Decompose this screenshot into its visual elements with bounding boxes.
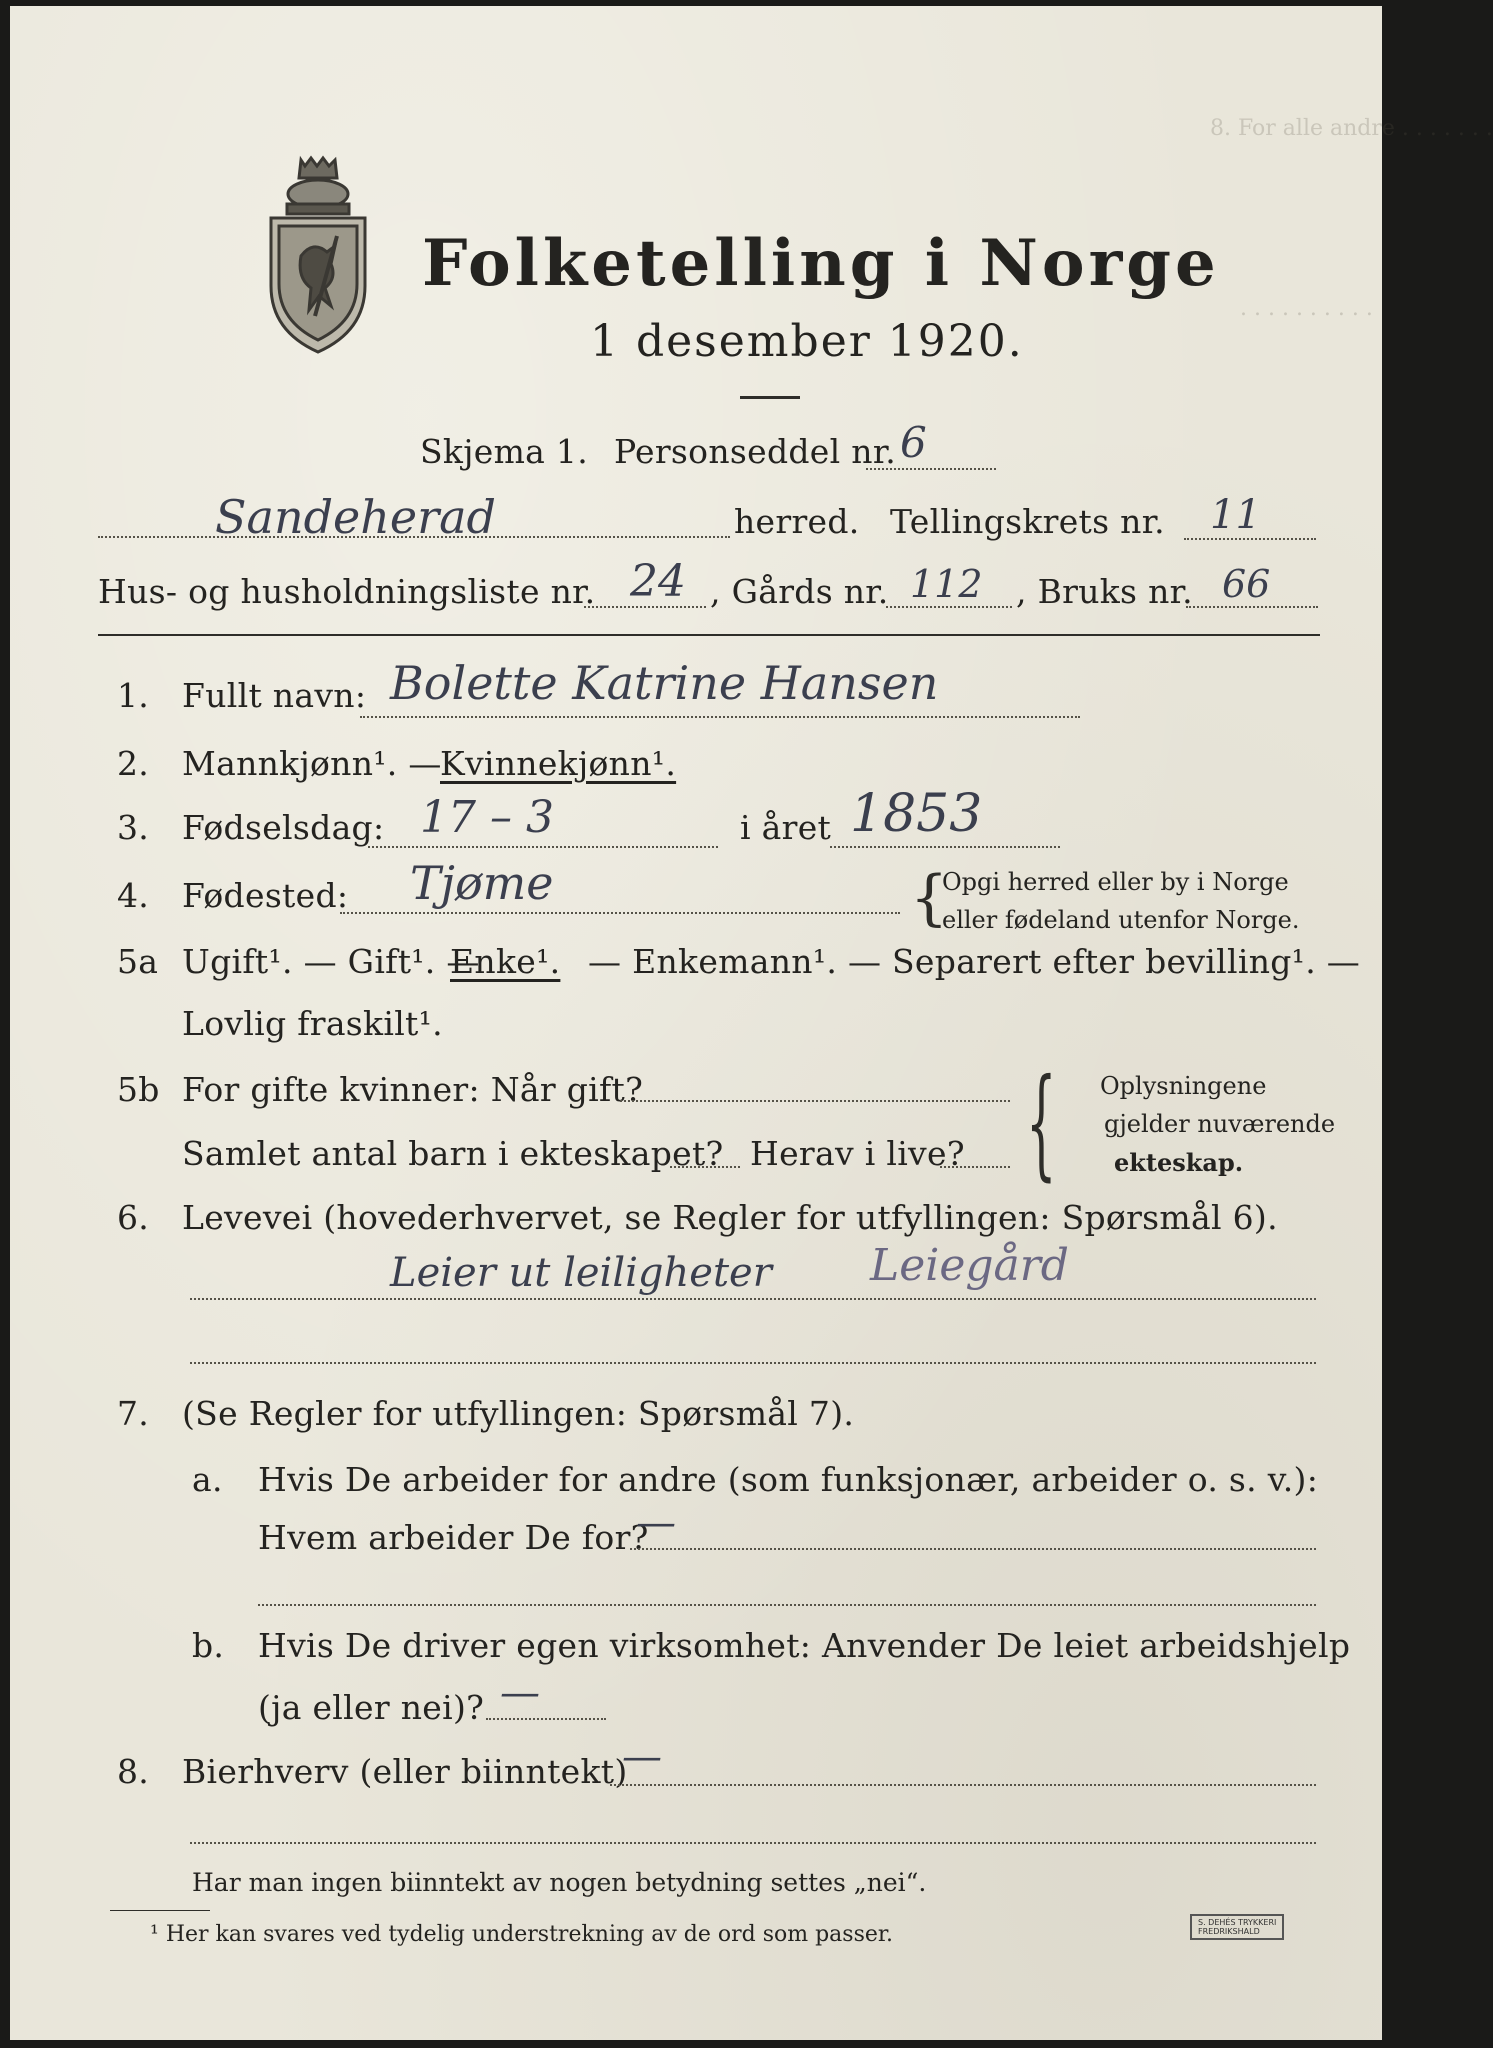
q5b-note-1: Oplysningene — [1100, 1072, 1267, 1100]
dotted-line — [584, 606, 706, 608]
q6-label: Levevei (hovederhvervet, se Regler for utfyllingen: Spørsmål 6). — [182, 1198, 1278, 1237]
dotted-line — [486, 1718, 606, 1720]
coat-of-arms-icon — [265, 156, 370, 356]
q7a-question: Hvem arbeider De for? — [258, 1518, 649, 1557]
dotted-line — [98, 536, 730, 538]
q4-note-2: eller fødeland utenfor Norge. — [942, 906, 1300, 934]
municipality-value: Sandeherad — [215, 490, 496, 544]
dotted-line — [940, 1166, 1010, 1168]
q3-birth-year: 1853 — [850, 784, 983, 844]
dotted-line — [1184, 538, 1316, 540]
schema-label: Skjema 1. — [420, 432, 589, 471]
q1-label: Fullt navn: — [182, 676, 367, 715]
dotted-line — [1186, 606, 1318, 608]
q4-label: Fødested: — [182, 876, 349, 915]
dotted-line — [258, 1604, 1316, 1606]
q8-answer: — — [622, 1734, 662, 1780]
dotted-line — [368, 846, 718, 848]
dotted-line — [340, 912, 900, 914]
q5b-note-3: ekteskap. — [1114, 1148, 1244, 1177]
q4-number: 4. — [117, 876, 150, 915]
census-form — [10, 6, 1493, 2040]
q7b-letter: b. — [192, 1626, 225, 1665]
dotted-line — [866, 468, 996, 470]
dotted-line — [670, 1166, 740, 1168]
q2-male-option: Mannkjønn¹. — — [182, 744, 442, 783]
q5a-number: 5a — [117, 942, 159, 981]
dotted-line — [610, 1784, 1316, 1786]
q7a-letter: a. — [192, 1460, 223, 1499]
q5a-rest: — Enkemann¹. — Separert efter bevilling¹. — — [588, 942, 1361, 981]
dotted-line — [620, 1100, 1010, 1102]
q2-number: 2. — [117, 744, 150, 783]
bleed-through-text: . . . . . . . . . . — [1240, 296, 1373, 321]
q7a-answer: — — [636, 1500, 676, 1546]
dotted-line — [830, 846, 1060, 848]
brace: { — [1026, 1054, 1057, 1193]
q5b-note-2: gjelder nuværende — [1104, 1110, 1336, 1138]
municipality-label: herred. — [734, 502, 860, 541]
person-slip-number: 6 — [900, 418, 927, 467]
dotted-line — [886, 606, 1012, 608]
dotted-line — [190, 1362, 1316, 1364]
q1-number: 1. — [117, 676, 150, 715]
q5a-unmarried: Ugift¹. — Gift¹. — — [182, 942, 480, 981]
q7-label: (Se Regler for utfyllingen: Spørsmål 7). — [182, 1394, 855, 1433]
q7b-label: Hvis De driver egen virksomhet: Anvender De leiet arbeidshjelp — [258, 1626, 1351, 1665]
farm-number: 112 — [910, 562, 983, 606]
footnote-rule — [110, 1910, 210, 1911]
q4-birthplace: Tjøme — [410, 856, 554, 910]
use-number: 66 — [1222, 562, 1271, 606]
q7b-question: (ja eller nei)? — [258, 1688, 485, 1727]
q3-number: 3. — [117, 808, 150, 847]
q5b-children-label: Samlet antal barn i ekteskapet? — [182, 1134, 724, 1173]
use-number-label: , Bruks nr. — [1016, 572, 1193, 611]
district-label: Tellingskrets nr. — [890, 502, 1165, 541]
q6-occupation: Leier ut leiligheter — [390, 1250, 772, 1296]
q5b-number: 5b — [117, 1070, 160, 1109]
q3-label: Fødselsdag: — [182, 808, 385, 847]
printer-stamp-line-1: S. DEHÉS TRYKKERI — [1198, 1918, 1277, 1927]
q5b-married-label: For gifte kvinner: Når gift? — [182, 1070, 644, 1109]
dotted-line — [190, 1842, 1316, 1844]
q7b-answer: — — [500, 1670, 540, 1716]
brace: { — [910, 863, 949, 933]
q5b-alive-label: Herav i live? — [750, 1134, 965, 1173]
header-rule — [98, 634, 1320, 636]
q7a-label: Hvis De arbeider for andre (som funksjonær, arbeider o. s. v.): — [258, 1460, 1319, 1499]
footnote: ¹ Her kan svares ved tydelig understrekning av de ord som passer. — [150, 1922, 893, 1947]
title-divider — [740, 396, 800, 399]
q3-birthday: 17 – 3 — [420, 792, 554, 843]
q8-number: 8. — [117, 1752, 150, 1791]
dotted-line — [360, 716, 1080, 718]
q7-number: 7. — [117, 1394, 150, 1433]
q5a-widow: Enke¹. — [450, 942, 561, 981]
household-list-label: Hus- og husholdningsliste nr. — [98, 572, 596, 611]
dotted-line — [190, 1298, 1316, 1300]
q8-label: Bierhverv (eller biinntekt) — [182, 1752, 628, 1791]
income-note: Har man ingen biinntekt av nogen betydning settes „nei“. — [192, 1868, 927, 1897]
form-title: Folketelling i Norge — [422, 226, 1220, 301]
household-list-number: 24 — [630, 556, 686, 607]
q1-full-name: Bolette Katrine Hansen — [390, 656, 939, 710]
printer-stamp-line-2: FREDRIKSHALD — [1198, 1927, 1260, 1936]
census-date: 1 desember 1920. — [590, 316, 1024, 367]
district-number: 11 — [1210, 492, 1261, 538]
q4-note-1: Opgi herred eller by i Norge — [942, 868, 1289, 896]
q6-occupation-code: Leiegård — [870, 1240, 1069, 1291]
q5a-divorced: Lovlig fraskilt¹. — [182, 1004, 443, 1043]
bleed-through-text: 8. For alle andre . . . . . . . — [1210, 116, 1493, 141]
q3-year-label: i året — [740, 808, 832, 847]
person-slip-label: Personseddel nr. — [614, 432, 897, 471]
dotted-line — [630, 1548, 1316, 1550]
farm-number-label: , Gårds nr. — [710, 572, 889, 611]
q2-female-option: Kvinnekjønn¹. — [440, 744, 677, 783]
printer-stamp — [1190, 1914, 1284, 1940]
q6-number: 6. — [117, 1198, 150, 1237]
